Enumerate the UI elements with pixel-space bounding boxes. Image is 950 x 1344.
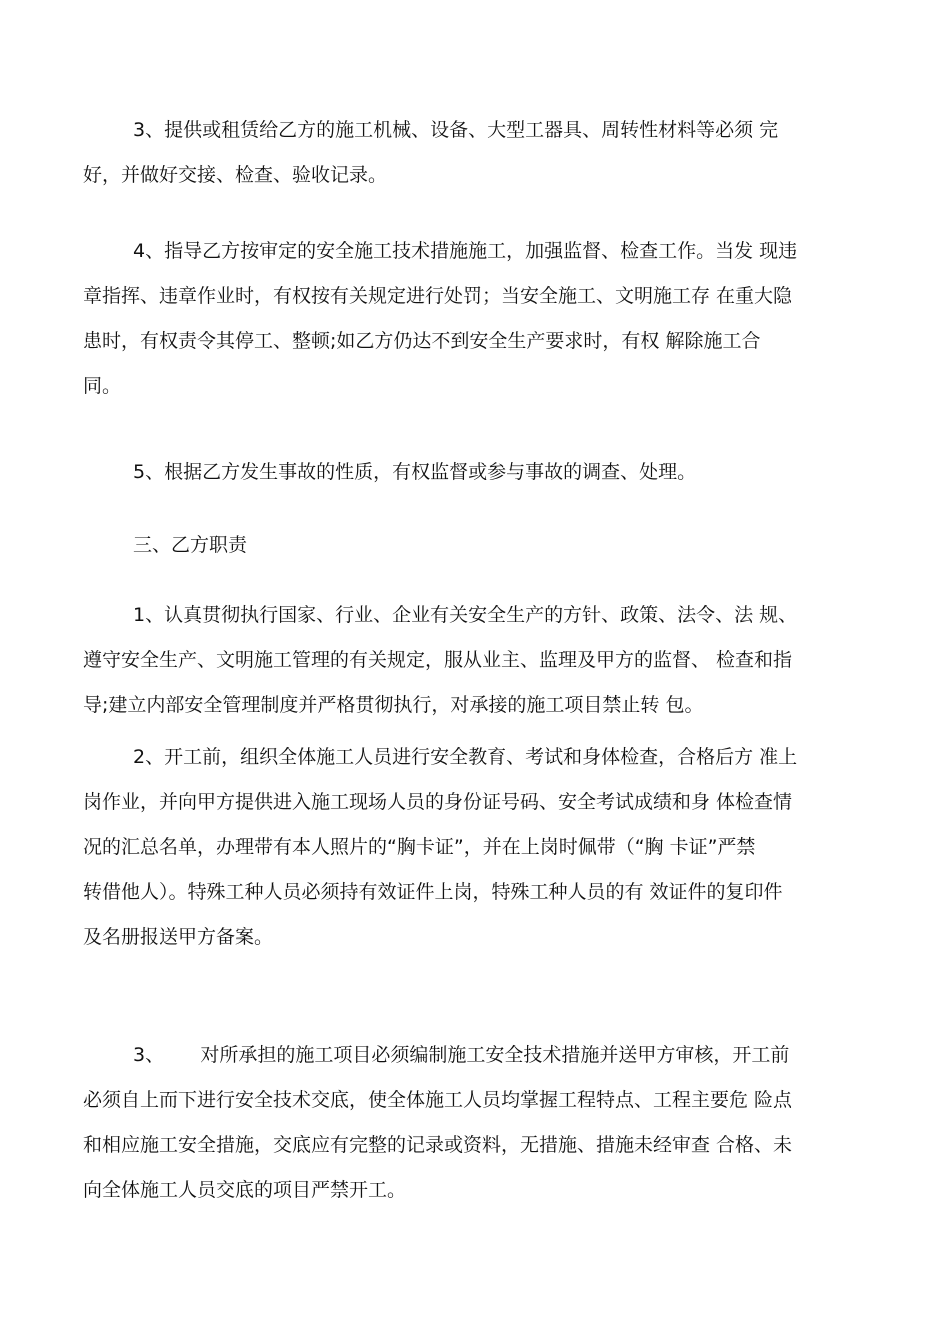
paragraph-line: 导;建立内部安全管理制度并严格贯彻执行，对承接的施工项目禁止转 包。 bbox=[83, 694, 704, 716]
paragraph-line: 4、指导乙方按审定的安全施工技术措施施工，加强监督、检查工作。当发 现违 bbox=[133, 240, 798, 262]
section-heading-text: 三、乙方职责 bbox=[133, 534, 248, 556]
paragraph-b3 bbox=[83, 1033, 883, 1213]
paragraph-line: 3、提供或租赁给乙方的施工机械、设备、大型工器具、周转性材料等必须 完 bbox=[133, 119, 779, 141]
paragraph-line: 5、根据乙方发生事故的性质，有权监督或参与事故的调查、处理。 bbox=[133, 461, 697, 483]
paragraph-b2 bbox=[83, 735, 883, 960]
section-heading bbox=[83, 523, 883, 568]
paragraph-line: 向全体施工人员交底的项目严禁开工。 bbox=[83, 1179, 407, 1201]
paragraph-line: 必须自上而下进行安全技术交底，使全体施工人员均掌握工程特点、工程主要危 险点 bbox=[83, 1089, 793, 1111]
paragraph-line: 遵守安全生产、文明施工管理的有关规定，服从业主、监理及甲方的监督、 检查和指 bbox=[83, 649, 793, 671]
paragraph-a3 bbox=[83, 108, 883, 198]
paragraph-line: 转借他人）。特殊工种人员必须持有效证件上岗，特殊工种人员的有 效证件的复印件 bbox=[83, 881, 783, 903]
paragraph-line: 患时，有权责令其停工、整顿;如乙方仍达不到安全生产要求时，有权 解除施工合 bbox=[83, 330, 761, 352]
paragraph-line: 好，并做好交接、检查、验收记录。 bbox=[83, 164, 388, 186]
paragraph-line: 同。 bbox=[83, 375, 122, 397]
paragraph-line: 3、 对所承担的施工项目必须编制施工安全技术措施并送甲方审核，开工前 bbox=[133, 1044, 790, 1066]
paragraph-line: 1、认真贯彻执行国家、行业、企业有关安全生产的方针、政策、法令、法 规、 bbox=[133, 604, 798, 626]
paragraph-line: 况的汇总名单，办理带有本人照片的“胸卡证”，并在上岗时佩带（“胸 卡证”严禁 bbox=[83, 836, 756, 858]
paragraph-line: 和相应施工安全措施，交底应有完整的记录或资料，无措施、措施未经审查 合格、未 bbox=[83, 1134, 793, 1156]
paragraph-line: 章指挥、违章作业时，有权按有关规定进行处罚；当安全施工、文明施工存 在重大隐 bbox=[83, 285, 793, 307]
paragraph-a5 bbox=[83, 450, 883, 495]
paragraph-line: 2、开工前，组织全体施工人员进行安全教育、考试和身体检查，合格后方 准上 bbox=[133, 746, 798, 768]
paragraph-a4 bbox=[83, 229, 883, 409]
paragraph-b1 bbox=[83, 593, 883, 728]
paragraph-line: 及名册报送甲方备案。 bbox=[83, 926, 274, 948]
paragraph-line: 岗作业，并向甲方提供进入施工现场人员的身份证号码、安全考试成绩和身 体检查情 bbox=[83, 791, 793, 813]
